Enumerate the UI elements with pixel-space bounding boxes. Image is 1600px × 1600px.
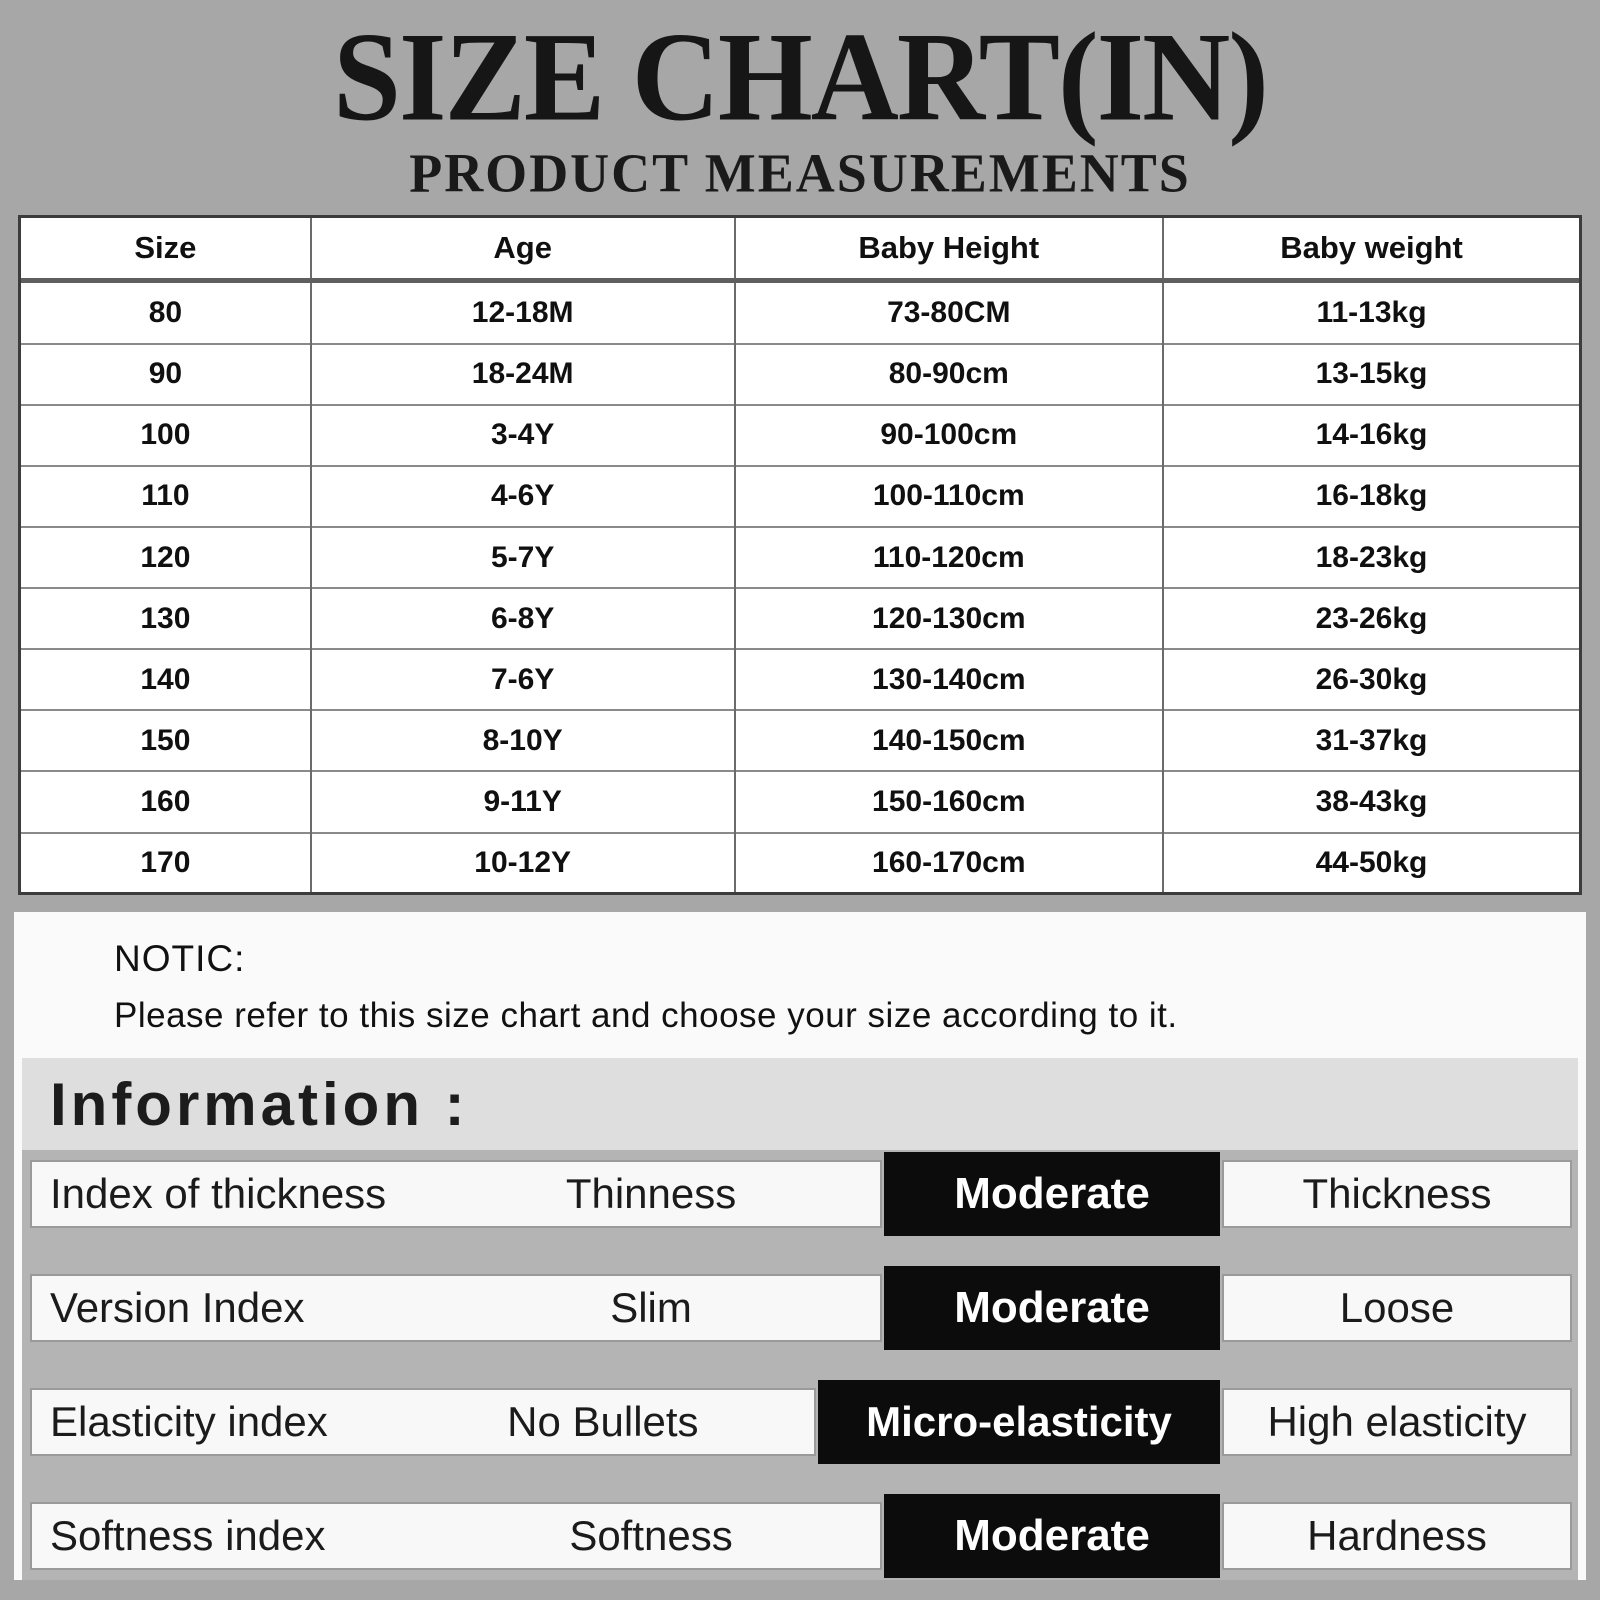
info-row-low-value: Slim: [610, 1284, 692, 1331]
table-cell: 150: [21, 710, 311, 771]
info-row-high-value: Thickness: [1222, 1160, 1572, 1228]
page-title: SIZE CHART(IN): [333, 7, 1267, 148]
size-table-panel: [18, 215, 1582, 895]
info-row-version: [30, 1274, 1572, 1342]
info-row-left-strip: [30, 1160, 882, 1228]
table-cell: 80-90cm: [735, 344, 1163, 405]
table-row: [21, 466, 1579, 527]
table-cell: 14-16kg: [1163, 405, 1579, 466]
bottom-panel: [14, 912, 1586, 1580]
info-row-label: Softness index: [50, 1512, 326, 1559]
table-cell: 120-130cm: [735, 588, 1163, 649]
table-cell: 11-13kg: [1163, 280, 1579, 344]
information-rows: [22, 1150, 1578, 1580]
table-cell: 73-80CM: [735, 280, 1163, 344]
table-cell: 44-50kg: [1163, 833, 1579, 892]
notice-section: [14, 912, 1586, 1058]
table-cell: 10-12Y: [311, 833, 735, 892]
page-subtitle: PRODUCT MEASUREMENTS: [409, 142, 1191, 205]
info-row-high-value: Loose: [1222, 1274, 1572, 1342]
table-cell: 130-140cm: [735, 649, 1163, 710]
table-cell: 110-120cm: [735, 527, 1163, 588]
info-row-selected-value: Moderate: [884, 1266, 1220, 1350]
table-cell: 4-6Y: [311, 466, 735, 527]
info-row-softness: [30, 1502, 1572, 1570]
info-row-left-strip: [30, 1388, 816, 1456]
table-cell: 90: [21, 344, 311, 405]
table-cell: 18-23kg: [1163, 527, 1579, 588]
table-row: [21, 280, 1579, 344]
col-header-age: Age: [311, 218, 735, 280]
info-row-left-strip: [30, 1274, 882, 1342]
table-cell: 140: [21, 649, 311, 710]
table-cell: 26-30kg: [1163, 649, 1579, 710]
table-row: [21, 588, 1579, 649]
table-cell: 160-170cm: [735, 833, 1163, 892]
table-cell: 100: [21, 405, 311, 466]
col-header-weight: Baby weight: [1163, 218, 1579, 280]
table-cell: 31-37kg: [1163, 710, 1579, 771]
info-row-selected-value: Moderate: [884, 1152, 1220, 1236]
info-row-selected-value: Micro-elasticity: [818, 1380, 1220, 1464]
info-row-low-value: Softness: [569, 1512, 733, 1559]
table-header-row: [21, 218, 1579, 280]
table-cell: 5-7Y: [311, 527, 735, 588]
info-row-elasticity: [30, 1388, 1572, 1456]
information-heading-band: [22, 1058, 1578, 1150]
table-row: [21, 833, 1579, 892]
table-cell: 12-18M: [311, 280, 735, 344]
table-cell: 80: [148, 295, 183, 329]
table-cell: 100-110cm: [735, 466, 1163, 527]
table-cell: 6-8Y: [311, 588, 735, 649]
table-row: [21, 771, 1579, 832]
information-section: [22, 1058, 1578, 1580]
table-cell: 13-15kg: [1163, 344, 1579, 405]
table-cell: 38-43kg: [1163, 771, 1579, 832]
table-cell: 150-160cm: [735, 771, 1163, 832]
hero-header: [0, 0, 1600, 204]
table-cell: 160: [21, 771, 311, 832]
table-cell: 120: [21, 527, 311, 588]
table-row: [21, 710, 1579, 771]
info-row-high-value: High elasticity: [1222, 1388, 1572, 1456]
table-row: [21, 405, 1579, 466]
info-row-label: Index of thickness: [50, 1170, 387, 1217]
info-row-selected-value: Moderate: [884, 1494, 1220, 1578]
notice-title: NOTIC:: [114, 938, 246, 979]
info-row-label: Elasticity index: [50, 1398, 328, 1445]
table-cell: 7-6Y: [311, 649, 735, 710]
info-row-thickness: [30, 1160, 1572, 1228]
table-row: [21, 344, 1579, 405]
table-cell: 90-100cm: [735, 405, 1163, 466]
table-cell: 16-18kg: [1163, 466, 1579, 527]
info-row-low-value: No Bullets: [507, 1398, 699, 1445]
table-cell: 140-150cm: [735, 710, 1163, 771]
table-row: [21, 649, 1579, 710]
information-heading: Information :: [50, 1070, 469, 1138]
table-row: [21, 527, 1579, 588]
col-header-size: Size: [21, 218, 311, 280]
info-row-left-strip: [30, 1502, 882, 1570]
info-row-high-value: Hardness: [1222, 1502, 1572, 1570]
table-cell: 8-10Y: [311, 710, 735, 771]
col-header-height: Baby Height: [735, 218, 1163, 280]
table-cell: 130: [21, 588, 311, 649]
table-cell: 23-26kg: [1163, 588, 1579, 649]
size-table: [21, 218, 1579, 892]
table-cell: 9-11Y: [311, 771, 735, 832]
table-cell: 3-4Y: [311, 405, 735, 466]
table-cell: 18-24M: [311, 344, 735, 405]
notice-body: Please refer to this size chart and choose your size according to it.: [114, 996, 1178, 1035]
table-cell: 170: [21, 833, 311, 892]
info-row-label: Version Index: [50, 1284, 305, 1331]
info-row-low-value: Thinness: [565, 1170, 737, 1217]
table-cell: 110: [21, 466, 311, 527]
